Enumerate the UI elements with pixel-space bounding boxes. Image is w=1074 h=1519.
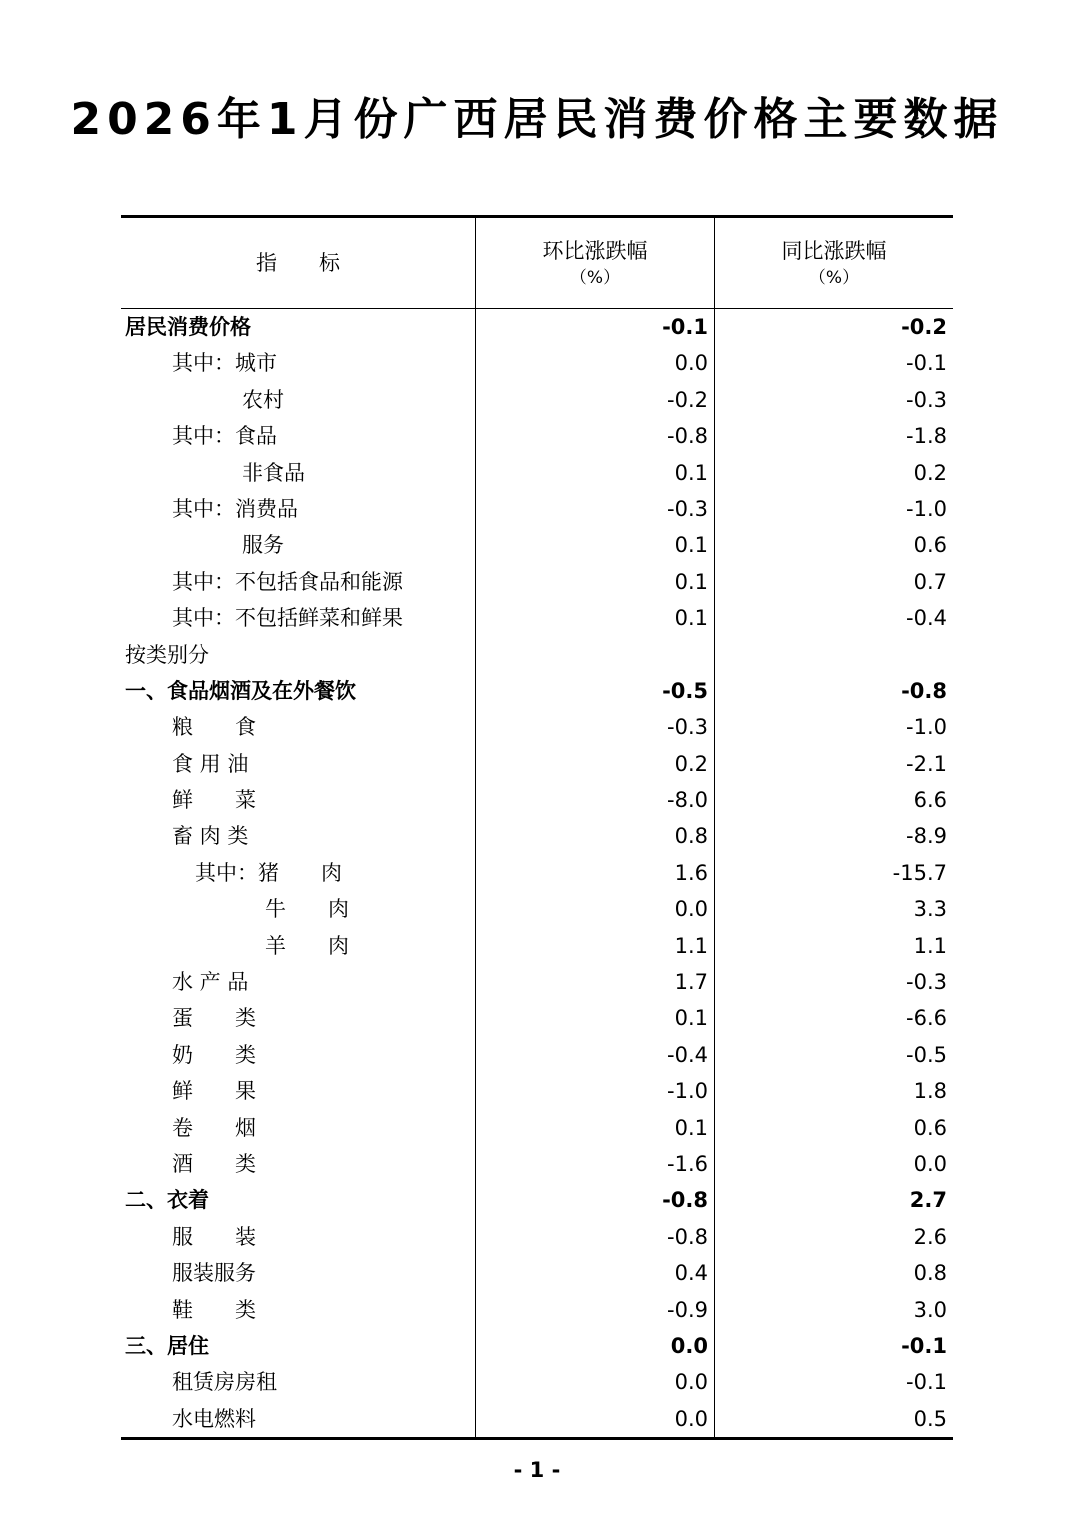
yoy-column [715,309,953,1437]
row-mom-value: -0.1 [662,315,708,339]
row-yoy-value: -6.6 [906,1006,947,1031]
row-mom-value: 0.2 [674,751,708,776]
row-yoy-value: -0.2 [901,315,947,339]
row-yoy-value: -0.4 [906,606,947,631]
row-label: 其中：食品 [172,424,277,449]
row-yoy-value: 2.6 [913,1224,947,1249]
row-mom-value: -0.3 [667,496,708,521]
row-label: 鲜 果 [172,1079,256,1104]
row-label: 非食品 [242,460,305,485]
row-mom-value: -1.6 [667,1151,708,1176]
row-mom-value: 0.1 [674,460,708,485]
row-label: 二、衣着 [125,1188,209,1213]
row-mom-value: 0.1 [674,533,708,558]
header-mom [476,218,715,308]
row-yoy-value: -1.0 [906,715,947,740]
header-yoy [715,218,953,308]
row-mom-value: -0.8 [662,1188,708,1213]
row-yoy-value: 0.8 [913,1261,947,1286]
table-body [121,309,953,1437]
row-yoy-value: -0.1 [906,1370,947,1395]
row-label: 酒 类 [172,1151,256,1176]
row-mom-value: 0.1 [674,1115,708,1140]
row-label: 鞋 类 [172,1297,256,1322]
row-label: 按类别分 [125,642,209,667]
row-label: 畜 肉 类 [172,824,249,849]
row-yoy-value: -0.1 [901,1333,947,1358]
row-mom-value [476,637,714,673]
indicator-column [121,309,476,1437]
row-mom-value: 0.0 [674,1370,708,1395]
row-mom-value: -0.8 [667,424,708,449]
row-yoy-value: 3.3 [913,897,947,922]
row-mom-value: 0.0 [670,1333,708,1358]
cpi-table [121,215,953,1440]
row-label: 租赁房房租 [172,1370,277,1395]
row-yoy-value: 0.6 [913,533,947,558]
row-yoy-value: 0.7 [913,569,947,594]
row-yoy-value: 0.6 [913,1115,947,1140]
row-yoy-value: -0.3 [906,387,947,412]
row-yoy-value: 2.7 [909,1188,947,1213]
row-label: 牛 肉 [265,897,349,922]
row-label: 服 装 [172,1224,256,1249]
row-mom-value: -0.8 [667,1224,708,1249]
row-yoy-value: 1.8 [913,1079,947,1104]
row-label: 奶 类 [172,1042,256,1067]
header-mom-label: 环比涨跌幅 [542,239,648,263]
row-yoy-value: -0.5 [906,1042,947,1067]
row-label: 蛋 类 [172,1006,256,1031]
row-mom-value: 0.0 [674,351,708,376]
row-label: 水电燃料 [172,1406,256,1431]
row-mom-value: -0.2 [667,387,708,412]
row-label: 其中：猪 肉 [195,860,342,885]
row-mom-value: 0.4 [674,1261,708,1286]
row-label: 其中：不包括食品和能源 [172,569,403,594]
header-indicator [121,218,476,308]
header-indicator-label: 指 标 [256,251,340,275]
row-mom-value: 1.7 [674,970,708,995]
row-label: 其中：不包括鲜菜和鲜果 [172,606,403,631]
row-mom-value: 0.8 [674,824,708,849]
row-yoy-value: 0.2 [913,460,947,485]
header-mom-unit: （%） [569,268,621,288]
row-yoy-value: -2.1 [906,751,947,776]
row-label: 服务 [242,533,284,558]
row-label: 一、食品烟酒及在外餐饮 [125,678,356,703]
row-label: 水 产 品 [172,970,249,995]
row-mom-value: 0.1 [674,1006,708,1031]
row-mom-value: -0.4 [667,1042,708,1067]
row-yoy-value: -0.3 [906,970,947,995]
mom-column [476,309,715,1437]
row-yoy-value: 6.6 [913,788,947,813]
row-mom-value: -1.0 [667,1079,708,1104]
row-label: 卷 烟 [172,1115,256,1140]
row-label: 三、居住 [125,1333,209,1358]
row-mom-value: 0.0 [674,897,708,922]
table-header [121,218,953,309]
row-yoy-value: -0.1 [906,351,947,376]
row-mom-value: 1.1 [674,933,708,958]
row-label: 鲜 菜 [172,788,256,813]
row-yoy-value [715,637,953,673]
row-yoy-value: 0.0 [913,1151,947,1176]
row-mom-value: -0.9 [667,1297,708,1322]
row-yoy-value: 0.5 [913,1406,947,1431]
row-label: 其中：城市 [172,351,277,376]
row-yoy-value: -1.0 [906,496,947,521]
row-label: 其中：消费品 [172,496,298,521]
row-label: 农村 [242,387,284,412]
row-yoy-value: -15.7 [892,860,947,885]
row-mom-value: -8.0 [667,788,708,813]
row-mom-value: -0.3 [667,715,708,740]
row-mom-value: -0.5 [662,678,708,703]
row-label: 服装服务 [172,1261,256,1286]
row-label: 食 用 油 [172,751,249,776]
row-mom-value: 0.0 [674,1406,708,1431]
row-label: 粮 食 [172,715,256,740]
row-label: 居民消费价格 [125,315,251,339]
header-yoy-label: 同比涨跌幅 [781,239,887,263]
row-yoy-value: -1.8 [906,424,947,449]
row-mom-value: 0.1 [674,606,708,631]
page-title: 2026年1月份广西居民消费价格主要数据 [70,94,1004,145]
row-mom-value: 0.1 [674,569,708,594]
row-yoy-value: 1.1 [913,933,947,958]
row-mom-value: 1.6 [674,860,708,885]
row-yoy-value: 3.0 [913,1297,947,1322]
row-yoy-value: -8.9 [906,824,947,849]
header-yoy-unit: （%） [808,268,860,288]
page-number: - 1 - [513,1458,561,1482]
row-label: 羊 肉 [265,933,349,958]
row-yoy-value: -0.8 [901,678,947,703]
